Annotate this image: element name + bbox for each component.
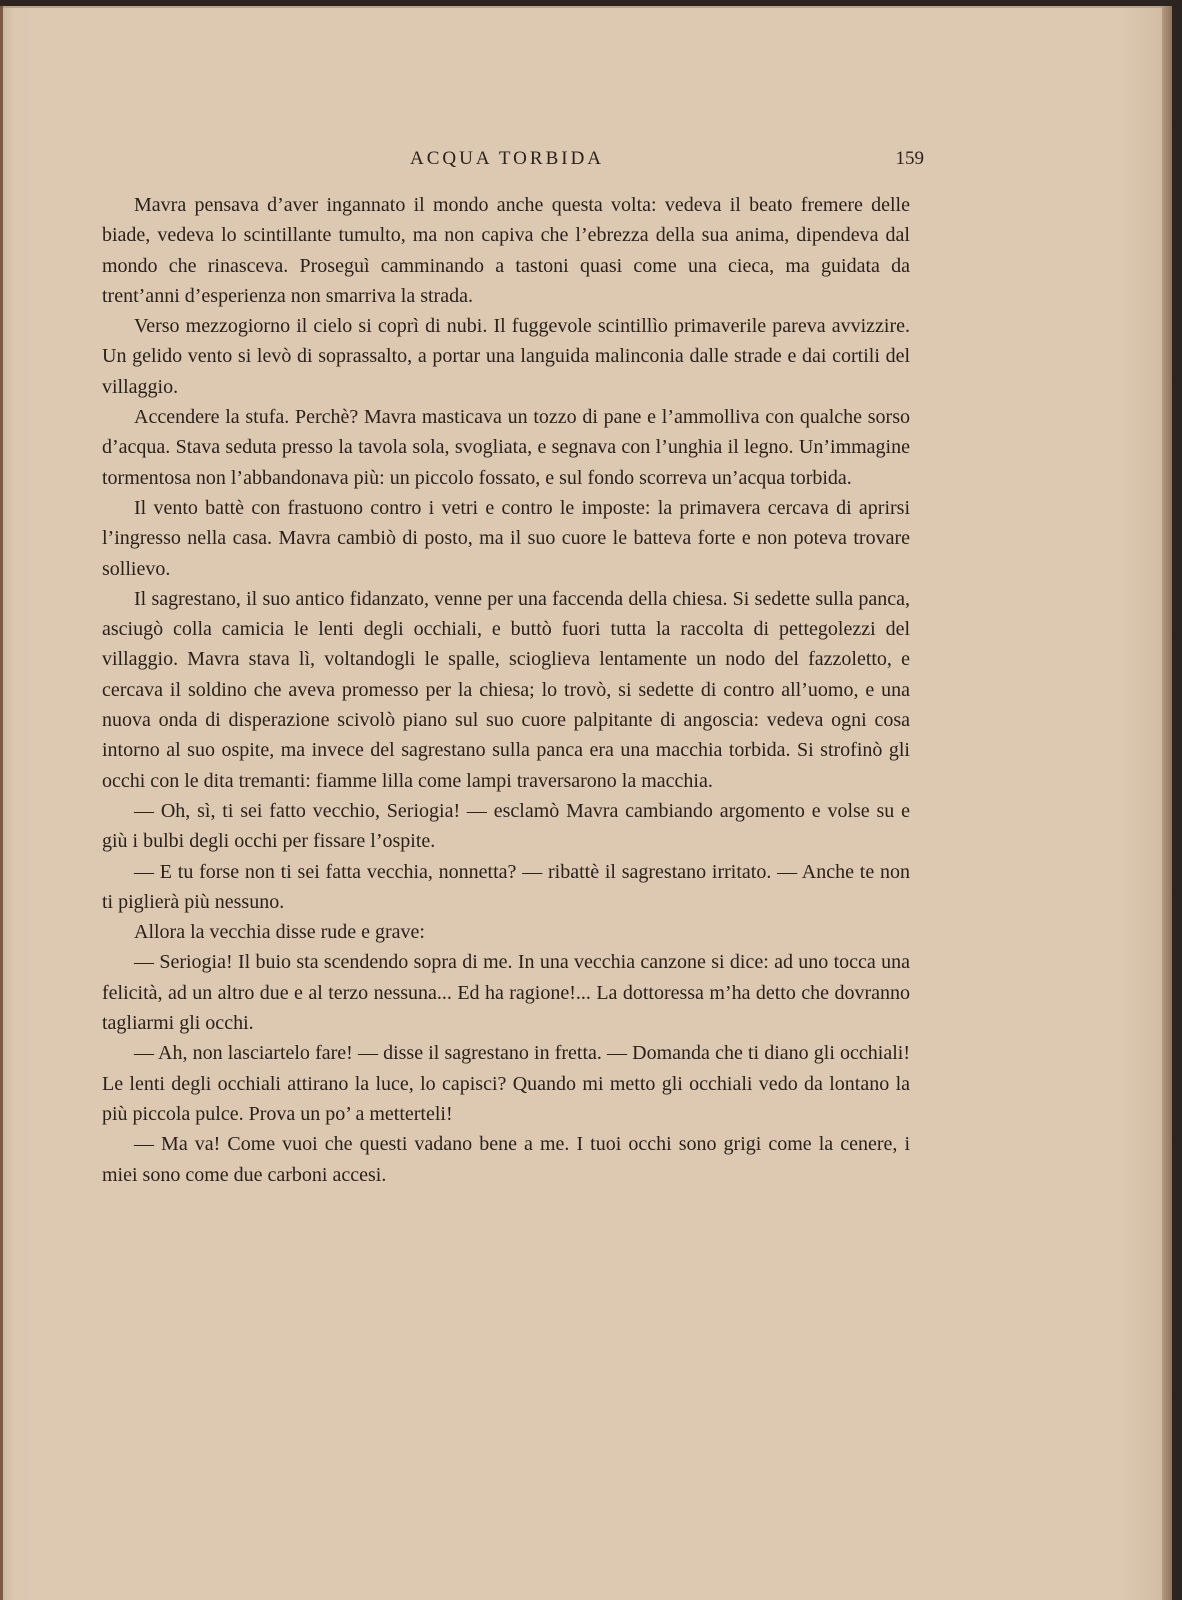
paragraph: — Seriogia! Il buio sta scendendo sopra di me. In una vecchia canzone si dice: ad uno tocca una felicità, ad un altro due e al terzo nessuna... Ed ha ragione!... La dottoressa m’ha detto che dovranno tagliarmi gli occhi. (102, 951, 910, 1035)
paragraph: Il vento battè con frastuono contro i vetri e contro le imposte: la primavera cercava di aprirsi l’ingresso nella casa. Mavra cambiò di posto, ma il suo cuore le batteva forte e non poteva trovare sollievo. (102, 496, 910, 580)
paragraph: — Ma va! Come vuoi che questi vadano bene a me. I tuoi occhi sono grigi come la cenere, i miei sono come due carboni accesi. (102, 1133, 910, 1186)
paragraph: Accendere la stufa. Perchè? Mavra masticava un tozzo di pane e l’ammolliva con qualche sorso d’acqua. Stava seduta presso la tavola sola, svogliata, e segnava con l’unghia il legno. Un’immagine tormentosa non l’abbandonava più: un piccolo fossato, e sul fondo scorreva un’acqua torbida. (102, 406, 910, 489)
paragraph: — Ah, non lasciartelo fare! — disse il sagrestano in fretta. — Domanda che ti diano gli occhiali! Le lenti degli occhiali attirano la luce, lo capisci? Quando mi metto gli occhiali vedo da lontano la più piccola pulce. Prova un po’ a metterteli! (102, 1042, 910, 1125)
page-header (104, 148, 924, 174)
paragraph: Verso mezzogiorno il cielo si coprì di nubi. Il fuggevole scintillìo primaverile pareva avvizzire. Un gelido vento si levò di soprassalto, a portar una languida malinconia dalle strade e dai cortili del villaggio. (102, 315, 910, 398)
paragraph: Il sagrestano, il suo antico fidanzato, venne per una faccenda della chiesa. Si sedette sulla panca, asciugò colla camicia le lenti degli occhiali, e buttò fuori tutta la raccolta di pettegolezzi del villaggio. Mavra stava lì, voltandogli le spalle, scioglieva lentamente un nodo del fazzoletto, e cercava il soldino che aveva promesso per la chiesa; lo trovò, si sedette di contro all’uomo, e una nuova onda di disperazione scivolò piano sul suo cuore palpitante di angoscia: vedeva ogni cosa intorno al suo ospite, ma invece del sagrestano sulla panca era una macchia torbida. Si strofinò gli occhi con le dita tremanti: fiamme lilla come lampi traversarono la macchia. (102, 587, 910, 792)
paragraph: — Oh, sì, ti sei fatto vecchio, Seriogia! — esclamò Mavra cambiando argomento e volse su e giù i bulbi degli occhi per fissare l’ospite. (102, 799, 910, 853)
page-right-edge (1162, 6, 1172, 1600)
paragraph: Allora la vecchia disse rude e grave: (134, 921, 425, 944)
page-number: 159 (895, 148, 924, 169)
body-text (102, 190, 910, 1190)
page-left-edge (0, 6, 3, 1600)
paragraph: Mavra pensava d’aver ingannato il mondo anche questa volta: vedeva il beato fremere delle biade, vedeva lo scintillante tumulto, ma non capiva che l’ebrezza della sua anima, dipendeva dal mondo che rinasceva. Proseguì camminando a tastoni quasi come una cieca, ma guidata da trent’anni d’esperienza non smarriva la strada. (102, 194, 910, 307)
running-title: ACQUA TORBIDA (410, 148, 605, 169)
book-page (0, 6, 1172, 1600)
paragraph: — E tu forse non ti sei fatta vecchia, nonnetta? — ribattè il sagrestano irritato. — Anche te non ti piglierà più nessuno. (102, 860, 910, 913)
